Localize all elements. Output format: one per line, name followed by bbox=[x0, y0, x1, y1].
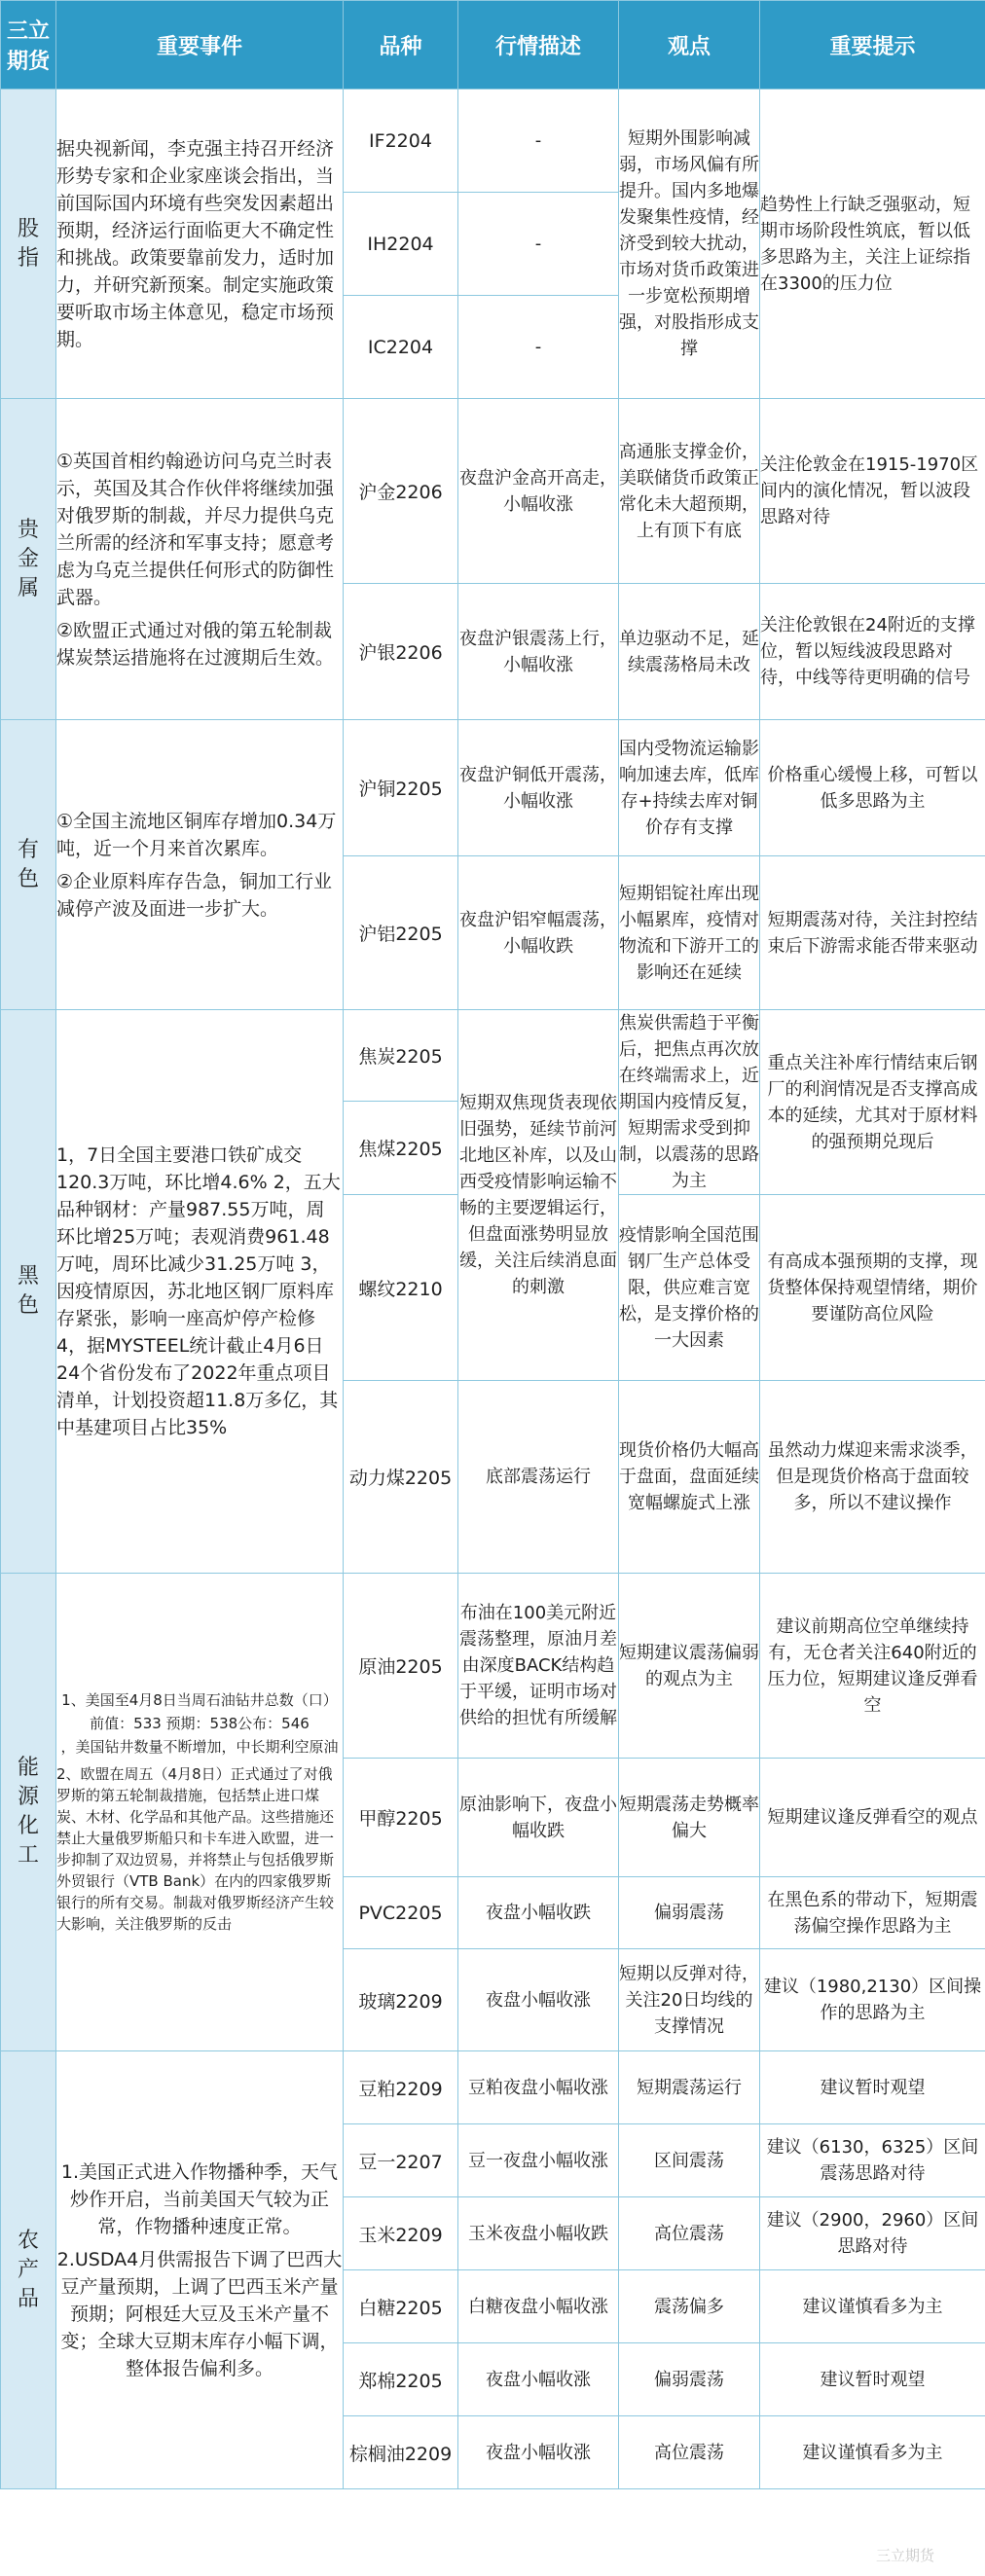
view-cell: 高通胀支撑金价，美联储货币政策正常化未大超预期，上有顶下有底 bbox=[619, 399, 760, 584]
table-row bbox=[1, 720, 985, 856]
desc-cell: 玉米夜盘小幅收跌 bbox=[458, 2197, 619, 2270]
variety-cell: IH2204 bbox=[344, 193, 458, 296]
event-agri bbox=[56, 2051, 344, 2489]
variety-cell: 沪铜2205 bbox=[344, 720, 458, 856]
event-paragraph: 1、美国至4月8日当周石油钻井总数（口） bbox=[61, 1691, 338, 1709]
view-cell: 短期震荡运行 bbox=[619, 2051, 760, 2124]
sector-energy: 能源化工 bbox=[1, 1574, 56, 2051]
desc-cell: 夜盘沪铜低开震荡，小幅收涨 bbox=[458, 720, 619, 856]
desc-cell: - bbox=[458, 193, 619, 296]
event-paragraph: ①全国主流地区铜库存增加0.34万吨，近一个月来首次累库。 bbox=[56, 810, 337, 859]
sector-agri: 农产品 bbox=[1, 2051, 56, 2489]
view-cell: 短期铝锭社库出现小幅累库，疫情对物流和下游开工的影响还在延续 bbox=[619, 856, 760, 1010]
tip-cell: 价格重心缓慢上移，可暂以低多思路为主 bbox=[760, 720, 985, 856]
sector-black: 黑色 bbox=[1, 1010, 56, 1574]
view-cell: 高位震荡 bbox=[619, 2197, 760, 2270]
desc-cell: 白糖夜盘小幅收涨 bbox=[458, 2270, 619, 2343]
tip-cell: 短期震荡对待，关注封控结束后下游需求能否带来驱动 bbox=[760, 856, 985, 1010]
desc-cell: - bbox=[458, 296, 619, 399]
event-precious bbox=[56, 399, 344, 720]
table-row bbox=[1, 90, 985, 193]
view-cell: 区间震荡 bbox=[619, 2124, 760, 2197]
variety-cell: 郑棉2205 bbox=[344, 2343, 458, 2416]
variety-cell: 沪金2206 bbox=[344, 399, 458, 584]
desc-cell: 夜盘小幅收涨 bbox=[458, 2416, 619, 2489]
event-nonferrous bbox=[56, 720, 344, 1010]
header-view: 观点 bbox=[619, 1, 760, 90]
desc-cell: 夜盘沪铝窄幅震荡，小幅收跌 bbox=[458, 856, 619, 1010]
variety-cell: 玉米2209 bbox=[344, 2197, 458, 2270]
variety-cell: 沪银2206 bbox=[344, 584, 458, 720]
tip-cell: 在黑色系的带动下，短期震荡偏空操作思路为主 bbox=[760, 1877, 985, 1949]
view-cell: 短期以反弹对待，关注20日均线的支撑情况 bbox=[619, 1949, 760, 2051]
table-row bbox=[1, 1010, 985, 1102]
desc-cell: 布油在100美元附近震荡整理，原油月差由深度BACK结构趋于平缓，证明市场对供给的担忧有所缓解 bbox=[458, 1574, 619, 1759]
tip-cell: 建议暂时观望 bbox=[760, 2343, 985, 2416]
desc-black-shared: 短期双焦现货表现依旧强势，延续节前河北地区补库，以及山西受疫情影响运输不畅的主要逻辑运行，但盘面涨势明显放缓，关注后续消息面的刺激 bbox=[458, 1010, 619, 1381]
desc-cell: 夜盘沪银震荡上行，小幅收涨 bbox=[458, 584, 619, 720]
table-header bbox=[1, 1, 985, 90]
table-row bbox=[1, 2051, 985, 2124]
view-cell: 偏弱震荡 bbox=[619, 2343, 760, 2416]
variety-cell: 豆一2207 bbox=[344, 2124, 458, 2197]
view-cell: 高位震荡 bbox=[619, 2416, 760, 2489]
view-cell: 疫情影响全国范围钢厂生产总体受限，供应难言宽松，是支撑价格的一大因素 bbox=[619, 1195, 760, 1381]
view-cell: 国内受物流运输影响加速去库，低库存+持续去库对铜价存有支撑 bbox=[619, 720, 760, 856]
variety-cell: PVC2205 bbox=[344, 1877, 458, 1949]
event-stock: 据央视新闻，李克强主持召开经济形势专家和企业家座谈会指出，当前国际国内环境有些突发因素超出预期，经济运行面临更大不确定性和挑战。政策要靠前发力，适时加力，并研究新预案。制定实施政策要听取市场主体意见，稳定市场预期。 bbox=[56, 90, 344, 399]
table-row bbox=[1, 399, 985, 584]
view-cell: 短期震荡走势概率偏大 bbox=[619, 1759, 760, 1877]
watermark: 三立期货 bbox=[876, 2547, 935, 2564]
sector-precious: 贵金属 bbox=[1, 399, 56, 720]
desc-cell: 夜盘小幅收涨 bbox=[458, 1949, 619, 2051]
view-cell: 短期建议震荡偏弱的观点为主 bbox=[619, 1574, 760, 1759]
desc-cell: 豆一夜盘小幅收涨 bbox=[458, 2124, 619, 2197]
variety-cell: 玻璃2209 bbox=[344, 1949, 458, 2051]
variety-cell: 焦炭2205 bbox=[344, 1010, 458, 1102]
variety-cell: 棕榈油2209 bbox=[344, 2416, 458, 2489]
event-paragraph: ②欧盟正式通过对俄的第五轮制裁煤炭禁运措施将在过渡期后生效。 bbox=[56, 619, 335, 669]
header-company: 三立期货 bbox=[1, 1, 56, 90]
tip-cell: 建议谨慎看多为主 bbox=[760, 2416, 985, 2489]
event-black: 1，7日全国主要港口铁矿成交120.3万吨，环比增4.6% 2，五大品种钢材：产量987.55万吨，周环比增25万吨；表观消费961.48万吨，周环比减少31.25万吨 3，因疫情原因，苏北地区钢厂原料库存紧张，影响一座高炉停产检修 4，据MYSTEEL统计截止4月6日24个省份发布了2022年重点项目清单，计划投资超11.8万多亿，其中基建项目占比35% bbox=[56, 1010, 344, 1574]
desc-cell: 豆粕夜盘小幅收涨 bbox=[458, 2051, 619, 2124]
variety-cell: 白糖2205 bbox=[344, 2270, 458, 2343]
tip-stock: 趋势性上行缺乏强驱动，短期市场阶段性筑底，暂以低多思路为主，关注上证综指在3300的压力位 bbox=[760, 90, 985, 399]
view-cell: 焦炭供需趋于平衡后，把焦点再次放在终端需求上，近期国内疫情反复，短期需求受到抑制，以震荡的思路为主 bbox=[619, 1010, 760, 1195]
variety-cell: IC2204 bbox=[344, 296, 458, 399]
event-paragraph: ，美国钻井数量不断增加，中长期利空原油 bbox=[60, 1738, 339, 1756]
desc-cell: 原油影响下，夜盘小幅收跌 bbox=[458, 1759, 619, 1877]
variety-cell: IF2204 bbox=[344, 90, 458, 193]
desc-cell: 夜盘小幅收涨 bbox=[458, 2343, 619, 2416]
event-paragraph: 2、欧盟在周五（4月8日）正式通过了对俄罗斯的第五轮制裁措施，包括禁止进口煤炭、木材、化学品和其他产品。这些措施还禁止大量俄罗斯船只和卡车进入欧盟，进一步抑制了双边贸易，并将禁止与包括俄罗斯外贸银行（VTB Bank）在内的四家俄罗斯银行的所有交易。制裁对俄罗斯经济产生较大影响，关注俄罗斯的反击 bbox=[56, 1765, 335, 1933]
header-event: 重要事件 bbox=[56, 1, 344, 90]
event-paragraph: 前值：533 预期：538公布：546 bbox=[90, 1715, 310, 1732]
variety-cell: 沪铝2205 bbox=[344, 856, 458, 1010]
tip-cell: 建议（2900，2960）区间思路对待 bbox=[760, 2197, 985, 2270]
tip-cell: 建议（6130，6325）区间震荡思路对待 bbox=[760, 2124, 985, 2197]
tip-cell: 建议暂时观望 bbox=[760, 2051, 985, 2124]
tip-cell: 建议（1980,2130）区间操作的思路为主 bbox=[760, 1949, 985, 2051]
tip-cell: 关注伦敦金在1915-1970区间内的演化情况，暂以波段思路对待 bbox=[760, 399, 985, 584]
tip-cell: 关注伦敦银在24附近的支撑位，暂以短线波段思路对待，中线等待更明确的信号 bbox=[760, 584, 985, 720]
desc-cell: - bbox=[458, 90, 619, 193]
event-paragraph: ②企业原料库存告急，铜加工行业减停产波及面进一步扩大。 bbox=[56, 870, 333, 920]
tip-cell: 虽然动力煤迎来需求淡季，但是现货价格高于盘面较多，所以不建议操作 bbox=[760, 1381, 985, 1574]
variety-cell: 动力煤2205 bbox=[344, 1381, 458, 1574]
tip-cell: 重点关注补库行情结束后钢厂的利润情况是否支撑高成本的延续，尤其对于原材料的强预期兑现后 bbox=[760, 1010, 985, 1195]
view-cell: 偏弱震荡 bbox=[619, 1877, 760, 1949]
desc-cell: 夜盘小幅收跌 bbox=[458, 1877, 619, 1949]
view-cell: 现货价格仍大幅高于盘面，盘面延续宽幅螺旋式上涨 bbox=[619, 1381, 760, 1574]
desc-cell: 夜盘沪金高开高走，小幅收涨 bbox=[458, 399, 619, 584]
variety-cell: 豆粕2209 bbox=[344, 2051, 458, 2124]
desc-cell: 底部震荡运行 bbox=[458, 1381, 619, 1574]
header-variety: 品种 bbox=[344, 1, 458, 90]
tip-cell: 有高成本强预期的支撑，现货整体保持观望情绪，期价要谨防高位风险 bbox=[760, 1195, 985, 1381]
tip-cell: 短期建议逢反弹看空的观点 bbox=[760, 1759, 985, 1877]
event-paragraph: ①英国首相约翰逊访问乌克兰时表示，英国及其合作伙伴将继续加强对俄罗斯的制裁，并尽力提供乌克兰所需的经济和军事支持；愿意考虑为乌克兰提供任何形式的防御性武器。 bbox=[56, 450, 335, 608]
tip-cell: 建议前期高位空单继续持有，无仓者关注640附近的压力位，短期建议逢反弹看空 bbox=[760, 1574, 985, 1759]
variety-cell: 螺纹2210 bbox=[344, 1195, 458, 1381]
tip-cell: 建议谨慎看多为主 bbox=[760, 2270, 985, 2343]
sector-stock: 股指 bbox=[1, 90, 56, 399]
view-stock: 短期外围影响减弱，市场风偏有所提升。国内多地爆发聚集性疫情，经济受到较大扰动，市场对货币政策进一步宽松预期增强，对股指形成支撑 bbox=[619, 90, 760, 399]
table-row bbox=[1, 1574, 985, 1759]
header-tip: 重要提示 bbox=[760, 1, 985, 90]
variety-cell: 原油2205 bbox=[344, 1574, 458, 1759]
view-cell: 单边驱动不足，延续震荡格局未改 bbox=[619, 584, 760, 720]
event-paragraph: 1.美国正式进入作物播种季，天气炒作开启，当前美国天气较为正常，作物播种速度正常。 bbox=[60, 2160, 339, 2237]
view-cell: 震荡偏多 bbox=[619, 2270, 760, 2343]
header-desc: 行情描述 bbox=[458, 1, 619, 90]
event-paragraph: 2.USDA4月供需报告下调了巴西大豆产量预期，上调了巴西玉米产量预期；阿根廷大豆及玉米产量不变；全球大豆期末库存小幅下调，整体报告偏利多。 bbox=[56, 2248, 343, 2379]
event-energy bbox=[56, 1574, 344, 2051]
sector-nonferrous: 有色 bbox=[1, 720, 56, 1010]
variety-cell: 焦煤2205 bbox=[344, 1101, 458, 1194]
variety-cell: 甲醇2205 bbox=[344, 1759, 458, 1877]
